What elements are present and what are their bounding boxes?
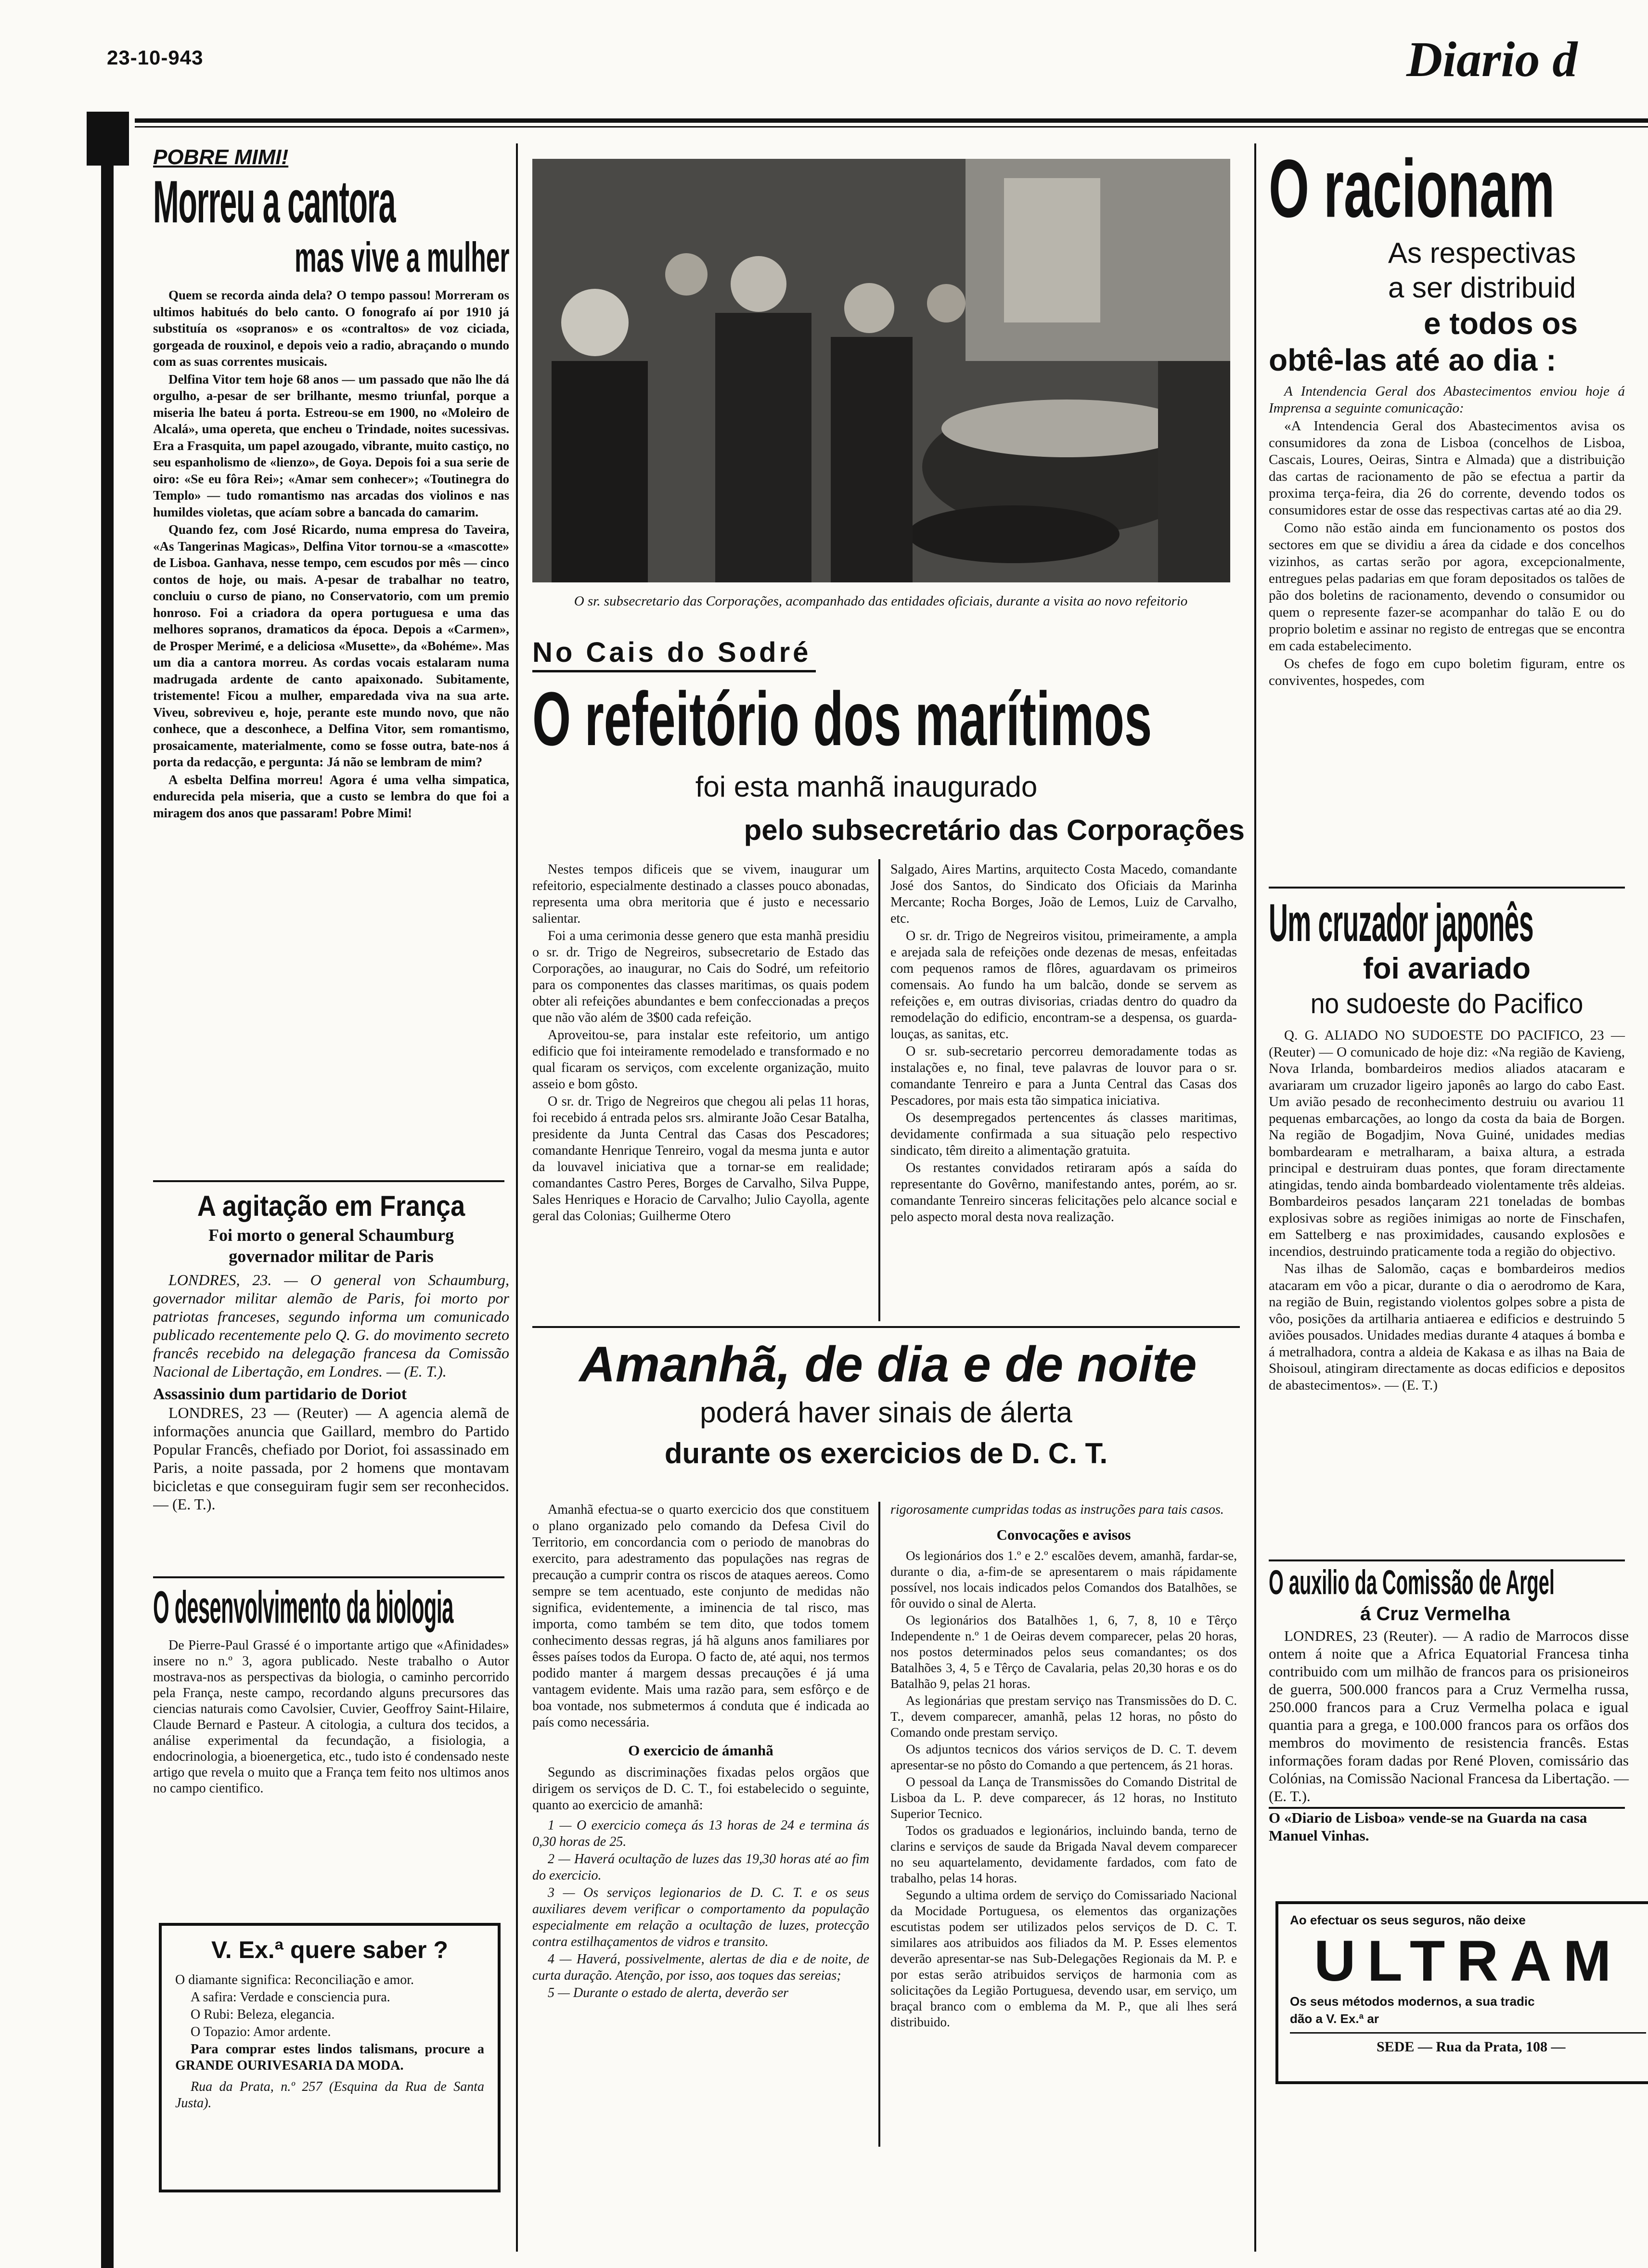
franca-headline: A agitação em França bbox=[197, 1190, 465, 1222]
dct-list-item: 4 — Haverá, possivelmente, alertas de dia e de noite, de curta duração. Atenção, por isso, aos toques das sereias; bbox=[532, 1952, 869, 1983]
refeitorio-paragraph: Os restantes convidados retiraram após a saída do representante do Govêrno, manifestando antes, porém, ao sr. comandante Tenreiro sinceras felicitações pelo alcance social e pelo aspecto moral desta nova realização. bbox=[890, 1160, 1237, 1224]
argel-notice: O «Diario de Lisboa» vende-se na Guarda na casa Manuel Vinhas. bbox=[1269, 1809, 1587, 1844]
franca-subhead-2: Assassinio dum partidario de Doriot bbox=[153, 1385, 407, 1403]
refeitorio-paragraph: Os desempregados pertencentes ás classes maritimas, devidamente confirmada a sua situação pelo respectivo sindicato, têm direito a alimentação gratuita. bbox=[890, 1110, 1237, 1158]
mimi-paragraph: Quando fez, com José Ricardo, numa empresa do Taveira, «As Tangerinas Magicas», Delfina Vitor tornou-se a «mascotte» de Lisboa. Ganhava, nesse tempo, cem escudos por mês — cinco contos de hoje, ou mais. A-pesar de trabalhar no teatro, concluiu o curso de piano, no Conservatorio, com um premio honroso. Foi a criadora da opera portuguesa e uma das melhores sopranos, dramaticos da época. Depois a «Carmen», de Prosper Merimé, e a deliciosa «Musette», da «Bohéme». Mas um dia a cantora morreu. As cordas vocais estalaram numa madrugada ardente de canto apaixonado. Subitamente, tristemente! Ficou a mulher, emparedada viva na sua arte. Viveu, sobreviveu e, hoje, perante este mundo novo, que não conhece, que a desconhece, a Delfina Vitor, sem romantismo, prosaicamente, materialmente, como se fosse outra, bate-nos á porta da redacção, e pergunta: Já não se lembram de mim? bbox=[153, 522, 509, 769]
dct-list-item: 2 — Haverá ocultação de luzes das 19,30 horas até ao fim do exercicio. bbox=[532, 1852, 869, 1883]
section-rule bbox=[153, 1180, 504, 1182]
argel-headline: O auxilio da Comissão de Argel bbox=[1269, 1565, 1555, 1602]
issue-date: 23-10-943 bbox=[107, 46, 204, 69]
dct-paragraph: rigorosamente cumpridas todas as instruções para tais casos. bbox=[890, 1502, 1224, 1517]
refeitorio-deck-2: pelo subsecretário das Corporações bbox=[744, 814, 1245, 846]
dct-paragraph: Os legionários dos 1.º e 2.º escalões devem, amanhã, fardar-se, durante o dia, a-fim-de se apresentarem o mais rápidamente possível, nos locais indicados pelos Comandos dos Batalhões, se fôr ouvido o sinal de Alerta. bbox=[890, 1548, 1237, 1611]
dct-paragraph: As legionárias que prestam serviço nas Transmissões do D. C. T., devem comparecer, amanhã, pelas 12 horas, no pôsto do Comando onde prestam serviço. bbox=[890, 1693, 1237, 1740]
dct-list-item: 5 — Durante o estado de alerta, deverão ser bbox=[548, 1985, 789, 2000]
refeitorio-paragraph: O sr. sub-secretario percorreu demoradamente todas as instalações e, no final, teve palavras de louvor para o sr. comandante Tenreiro e para a Junta Central das Casas dos Pescadores, por mais esta tão simpatica iniciativa. bbox=[890, 1044, 1237, 1108]
margin-block bbox=[87, 112, 129, 166]
refeitorio-kicker: No Cais do Sodré bbox=[532, 635, 816, 672]
cruzador-deck-2: no sudoeste do Pacifico bbox=[1310, 988, 1584, 1019]
dct-subhead-1: O exercicio de ámanhã bbox=[628, 1742, 773, 1759]
refeitorio-deck-1: foi esta manhã inaugurado bbox=[695, 771, 1038, 803]
masthead-rule bbox=[135, 118, 1648, 123]
refeitorio-paragraph: O sr. dr. Trigo de Negreiros visitou, primeiramente, a ampla e arejada sala de refeições onde dezenas de mesas, enfeitadas com pequenos ramos de flôres, aguardavam os primeiros comensais. Ao fundo ha um balcão, donde se servem as refeições e, em outras divisorias, criadas dentro do quadro da remodelação do edificio, encontram-se a despensa, os guarda-louças, as sanitas, etc. bbox=[890, 928, 1237, 1042]
cruzador-article bbox=[1269, 895, 1648, 1559]
biologia-body: De Pierre-Paul Grassé é o importante artigo que «Afinidades» insere no n.º 3, agora publicado. Neste trabalho o Autor mostrava-nos as perspectivas da biologia, o caminho percorrido pela França, neste campo, recordando alguns precursores das ciencias naturais como Cavolsier, Cuvier, Geoffroy Saint-Hilaire, Claude Bernard e Pasteur. A citologia, a cultura dos tecidos, a análise experimental da fecundação, a fisiologia, a endocrinologia, a bioenergetica, etc., tudo isto é condensado neste artigo que revela o muito que a França tem feito nos ultimos anos no campo cientifico. bbox=[153, 1638, 509, 1796]
column-rule bbox=[1254, 143, 1256, 2252]
cruzador-paragraph: Nas ilhas de Salomão, caças e bombardeiros medios atacaram em vôo a picar, durante o dia o aerodromo de Kara, na região de Buin, registando violentos golpes sobre a pista de vôo, posições da artilharia antiaerea e edificios e destruindo 5 aviões pousados. Unidades medias durante 4 ataques á bomba e á metralhadora, contra a aldeia de Kakasa e as ilhas na Baia de Shoisoul, atingiram directamente as docas edificios e depositos de abastecimentos». — (E. T.) bbox=[1269, 1261, 1625, 1393]
dct-list bbox=[532, 1817, 869, 2001]
racionamento-article bbox=[1269, 144, 1648, 886]
dct-deck-1: poderá haver sinais de álerta bbox=[700, 1396, 1072, 1429]
mimi-article bbox=[153, 144, 509, 1136]
dct-paragraph: O pessoal da Lança de Transmissões do Comando Distrital de Lisboa da L. P. deve comparecer, ás 12 horas, no Instituto Superior Tecnico. bbox=[890, 1775, 1237, 1821]
refeitorio-paragraph: Foi a uma cerimonia desse genero que esta manhã presidiu o sr. dr. Trigo de Negreiros, subsecretario de Estado das Corporações, ao inaugurar, no Cais do Sodré, um refeitorio para os componentes das classes maritimas, os quais podem obter ali refeições abundantes e bem confeccionadas a preços que não vão além de 3$00 cada refeição. bbox=[532, 928, 869, 1025]
ad-title: V. Ex.ª quere saber ? bbox=[211, 1936, 448, 1963]
refeitorio-paragraph: Nestes tempos dificeis que se vivem, inaugurar um refeitorio, especialmente destinado a classes pouco abonadas, representa uma obra meritoria que é justo e necessario salientar. bbox=[532, 862, 869, 926]
ad-address: Rua da Prata, n.º 257 (Esquina da Rua de Santa Justa). bbox=[175, 2079, 484, 2111]
ad-line: A safira: Verdade e consciencia pura. bbox=[191, 1990, 390, 2005]
refeitorio-paragraph: Aproveitou-se, para instalar este refeitorio, um antigo edificio que foi inteiramente remodelado e transformado e no qual ficaram os serviços, com excelente organização, muito asseio e bom gôsto. bbox=[532, 1028, 869, 1092]
paper-name: Diario d bbox=[1406, 32, 1578, 87]
franca-article bbox=[153, 1189, 509, 1574]
racionamento-deck-4: obtê-las até ao dia : bbox=[1269, 343, 1557, 377]
section-rule bbox=[153, 1576, 504, 1578]
racionamento-deck-2: a ser distribuid bbox=[1388, 271, 1576, 304]
dct-paragraph: Os legionários dos Batalhões 1, 6, 7, 8, 10 e Têrço Independente n.º 1 de Oeiras devem comparecer, pelas 20 horas, nos postos determinados pelos seus comandantes; os dos Batalhões 3, 4, 5 e Têrço de Cavalaria, pelas 20,30 horas e os do Batalhão 9, pelas 21 horas. bbox=[890, 1613, 1237, 1691]
ultramar-ad bbox=[1275, 1901, 1648, 2084]
ad-line: O diamante significa: Reconciliação e amor. bbox=[175, 1972, 414, 1987]
dct-col-2 bbox=[890, 1502, 1237, 2156]
franca-body: LONDRES, 23. — O general von Schaumburg, governador militar alemão de Paris, foi morto por patriotas franceses, segundo informa um comunicado publicado recentemente pelo Q. G. do movimento secreto francês recebido na delegação francesa da Comissão Nacional de Libertação, em Londres. — (E. T.). bbox=[153, 1271, 509, 1380]
argel-article bbox=[1269, 1565, 1648, 1883]
masthead-rule-thin bbox=[135, 126, 1648, 128]
dct-paragraph: Segundo a ultima ordem de serviço do Comissariado Nacional da Mocidade Portuguesa, os elementos das organizações escutistas podem ser utilizados pelos serviços de D. C. T. similares aos atribuidos aos filiados da M. P. Esses elementos deverão apresentar-se nas Sub-Delegações Regionais da M. P. e por estas serão atribuidos serviços de harmonia com as solicitações da Legião Portuguesa, devendo usar, em serviço, um braçal branco com o emblema da M. P., que ali lhes será distribuido. bbox=[890, 1888, 1237, 2029]
franca-body-2: LONDRES, 23 — (Reuter) — A agencia alemã de informações anuncia que Gaillard, membro do Partido Popular Francês, chefiado por Doriot, foi assassinado em Paris, a noite passada, por 2 homens que montavam bicicletas e que conseguiram fugir sem ser reconhecidos. — (E. T.). bbox=[153, 1404, 509, 1513]
mimi-paragraph: Quem se recorda ainda dela? O tempo passou! Morreram os ultimos habitués do belo canto. O fonografo aí por 1910 já substituía os «sopranos» e os «contraltos» de voz ciciada, gorgeada de rouxinol, e depois veio a radio, abraçando o mundo com as suas correntes musicais. bbox=[153, 288, 509, 369]
column-rule bbox=[878, 1502, 880, 2147]
racionamento-headline: O racionam bbox=[1269, 144, 1555, 234]
cruzador-paragraph: Q. G. ALIADO NO SUDOESTE DO PACIFICO, 23 — (Reuter) — O comunicado de hoje diz: «Na região de Kavieng, Nova Irlanda, bombardeiros medios aliados atacaram e avariaram um cruzador ligeiro japonês ao largo do cabo East. Um avião pesado de reconhecimento destruiu ou avariou 11 pequenas embarcações, ao longo da costa da baia de Borgen. Na região de Bogadjim, Nova Guiné, unidades medias bombardearam e metralharam, a baixa altura, a estrada principal e destruiram duas pontes, que foram directamente atingidas, tendo ainda bombardeado violentamente três aldeias. Bombardeiros pesados lançaram 221 toneladas de bombas explosivas sobre as regiões inimigas ao norte de Finschafen, em Sattelberg e nas proximidades, causando explosões e incendios, destruindo praticamente toda a região do objectivo. bbox=[1269, 1028, 1625, 1259]
racionamento-paragraph: «A Intendencia Geral dos Abastecimentos avisa os consumidores da zona de Lisboa (concelhos de Lisboa, Cascais, Loures, Oeiras, Sintra e Almada) que a distribuição das cartas de racionamento de pão se efectua a partir da proxima terça-feira, dia 26 do corrente, devendo todos os consumidores estar de osse das respectivas cartas até ao dia 29. bbox=[1269, 418, 1625, 518]
dct-paragraph: Os adjuntos tecnicos dos vários serviços de D. C. T. devem apresentar-se no pôsto do Comando a que pertencem, ás 21 horas. bbox=[890, 1742, 1237, 1772]
franca-subheadline: Foi morto o general Schaumburg governador militar de Paris bbox=[208, 1225, 454, 1266]
racionamento-paragraph: Como não estão ainda em funcionamento os postos dos sectores em que se dividiu a área da cidade e dos concelhos vizinhos, as cartas serão por agora, excepcionalmente, entregues pelas padarias em que foram depositados os talões de pão dos boletins de racionamento, devendo o consumidor ou quem o represente fazer-se acompanhar do talão E ou do proprio boletim e assinar no registo de entregas que se encontra em cada estabelecimento. bbox=[1269, 520, 1625, 654]
mimi-paragraph: A esbelta Delfina morreu! Agora é uma velha simpatica, endurecida pela miseria, que a custo se lembra do que foi a miragem dos anos que passaram! Pobre Mimi! bbox=[153, 772, 509, 820]
column-rule bbox=[516, 143, 518, 2252]
dct-headline: Amanhã, de dia e de noite bbox=[579, 1337, 1197, 1392]
racionamento-paragraph: Os chefes de fogo em cupo boletim figuram, entre os conviventes, hospedes, com bbox=[1269, 656, 1625, 688]
refeitorio-paragraph: O sr. dr. Trigo de Negreiros que chegou ali pelas 11 horas, foi recebido á entrada pelos srs. almirante João Cesar Batalha, presidente da Junta Central das Casas dos Pescadores; comandante Henrique Tenreiro, vogal da mesma junta e autor da louvavel iniciativa que a tornar-se em realidade; comandantes Castro Peres, Borges de Carvalho, Silva Puppe, Sales Henriques e Horacio de Carvalho; Julio Cayolla, agente geral das Colonias; Guilherme Otero bbox=[532, 1094, 869, 1224]
column-rule bbox=[878, 859, 880, 1321]
section-rule bbox=[532, 1326, 1240, 1328]
refeitorio-paragraph: Salgado, Aires Martins, arquitecto Costa Macedo, comandante José dos Santos, do Sindicato dos Oficiais da Marinha Mercante; Rocha Borges, João de Lemos, Luiz de Carvalho, etc. bbox=[890, 862, 1237, 926]
dct-list-item: 1 — O exercicio começa ás 13 horas de 24 e termina ás 0,30 horas de 25. bbox=[532, 1818, 869, 1849]
racionamento-deck-3: e todos os bbox=[1424, 306, 1578, 341]
margin-bar bbox=[101, 164, 114, 2268]
mimi-paragraph: Delfina Vitor tem hoje 68 anos — um passado que não lhe dá orgulho, a-pesar de ser brilhante, mesmo triunfal, porque a miseria lhe bateu á porta. Estreou-se em 1900, no «Moleiro de Alcalá», uma opereta, que encheu o Trindade, noites sucessivas. Era a Frasquita, um papel azougado, vibrante, muito castiço, no seu espanholismo de «lienzo», de Goya. Depois foi a sua serie de oiro: «Se eu fôra Rei»; «Amar sem conhecer»; «Toutinegra do Templo» — tudo romantismo nas arcadas dos violinos e nas humildes violetas, que acíam sobre a bancada do camarim. bbox=[153, 372, 509, 519]
dct-list-item: 3 — Os serviços legionarios de D. C. T. e os seus auxiliares devem verificar o comportamento da população especialmente em relação a ocultação de luzes, protecção contra estilhaçamentos de vidros e transito. bbox=[532, 1885, 869, 1949]
ad-line: O Topazio: Amor ardente. bbox=[191, 2024, 331, 2039]
refeitorio-headline: O refeitório dos marítimos bbox=[532, 676, 1152, 761]
ultramar-line-1: Ao efectuar os seus seguros, não deixe bbox=[1290, 1913, 1526, 1927]
biologia-headline: O desenvolvimento da biologia bbox=[153, 1584, 453, 1633]
racionamento-deck-1: As respectivas bbox=[1388, 237, 1576, 269]
cruzador-headline: Um cruzador japonês bbox=[1269, 895, 1533, 953]
dct-deck-2: durante os exercicios de D. C. T. bbox=[664, 1437, 1108, 1469]
photo-placeholder-image bbox=[532, 159, 1230, 582]
mimi-subheadline: mas vive a mulher bbox=[294, 233, 509, 281]
argel-body: LONDRES, 23 (Reuter). — A radio de Marrocos disse ontem á noite que a Africa Equatorial Francesa tinha contribuido com um milhão de francos para os prisioneiros de guerra, 500.000 francos para a Cruz Vermelha russa, 250.000 francos para a Cruz Vermelha polaca e igual quantia para a grega, e 100.000 francos para os orfãos dos membros do movimento de resistencia francês. Estas informações foram dadas por René Ploven, comissário das Colónias, na Comissão Nacional Francesa da Libertação. — (E. T.). bbox=[1269, 1627, 1629, 1804]
section-rule bbox=[1269, 1559, 1625, 1561]
mimi-headline: Morreu a cantora bbox=[153, 168, 396, 236]
section-rule bbox=[1269, 887, 1625, 889]
dct-paragraph: Segundo as discriminações fixadas pelos orgãos que dirigem os serviços de D. C. T., foi estabelecido o seguinte, quanto ao exercicio de amanhã: bbox=[532, 1765, 869, 1813]
ultramar-address: SEDE — Rua da Prata, 108 — bbox=[1377, 2039, 1566, 2055]
dct-col-1 bbox=[532, 1502, 869, 2156]
ultramar-line-2: Os seus métodos modernos, a sua tradic dão a V. Ex.ª ar bbox=[1290, 1994, 1535, 2026]
ad-line: O Rubi: Beleza, elegancia. bbox=[191, 2007, 335, 2022]
biologia-article bbox=[153, 1584, 509, 1916]
dct-paragraph: Todos os graduados e legionários, incluindo banda, terno de clarins e serviços de saude da Brigada Naval devem comparecer no seu aquartelamento, devidamente fardados, com fato de trabalho, pelas 14 horas. bbox=[890, 1823, 1237, 1885]
ad-line: Para comprar estes lindos talismans, procure a GRANDE OURIVESARIA DA MODA. bbox=[175, 2042, 484, 2073]
photo-caption: O sr. subsecretario das Corporações, acompanhado das entidades oficiais, durante a visita ao novo refeitorio bbox=[574, 593, 1188, 609]
ourivesaria-ad bbox=[159, 1923, 501, 2192]
ultramar-brand: ULTRAM bbox=[1314, 1929, 1623, 1993]
refeitorio-col-2 bbox=[890, 862, 1237, 1319]
mimi-kicker: POBRE MIMI! bbox=[153, 145, 289, 169]
dct-paragraph: Amanhã efectua-se o quarto exercicio dos que constituem o plano organizado pelo comando da Defesa Civil do Territorio, em concordancia com o periodo de manobras do exercito, para adestramento das populações nas regras de precaução a cumprir contra os riscos de ataques aereos. Como sempre se tem acentuado, este conjunto de medidas não significa, evidentemente, a iminencia de tal risco, mas importa, como também se tem dito, que todos tomem conhecimento dessas regras, já hã alguns anos familiares por êsses países todos da Europa. O facto de, até aqui, nos termos podido manter á margem dessas precauções é já uma vantagem evidente. Mais uma razão para, sem esfôrço e de boa vontade, nos submetermos á conduta que é indicada ao país como necessária. bbox=[532, 1502, 869, 1730]
dct-subhead-2: Convocações e avisos bbox=[996, 1526, 1131, 1543]
cruzador-deck-1: foi avariado bbox=[1363, 952, 1531, 985]
argel-deck: á Cruz Vermelha bbox=[1360, 1603, 1510, 1624]
refeitorio-photo bbox=[532, 159, 1230, 582]
racionamento-lead: A Intendencia Geral dos Abastecimentos enviou hoje á Imprensa a seguinte comunicação: bbox=[1269, 384, 1625, 416]
refeitorio-col-1 bbox=[532, 862, 869, 1319]
